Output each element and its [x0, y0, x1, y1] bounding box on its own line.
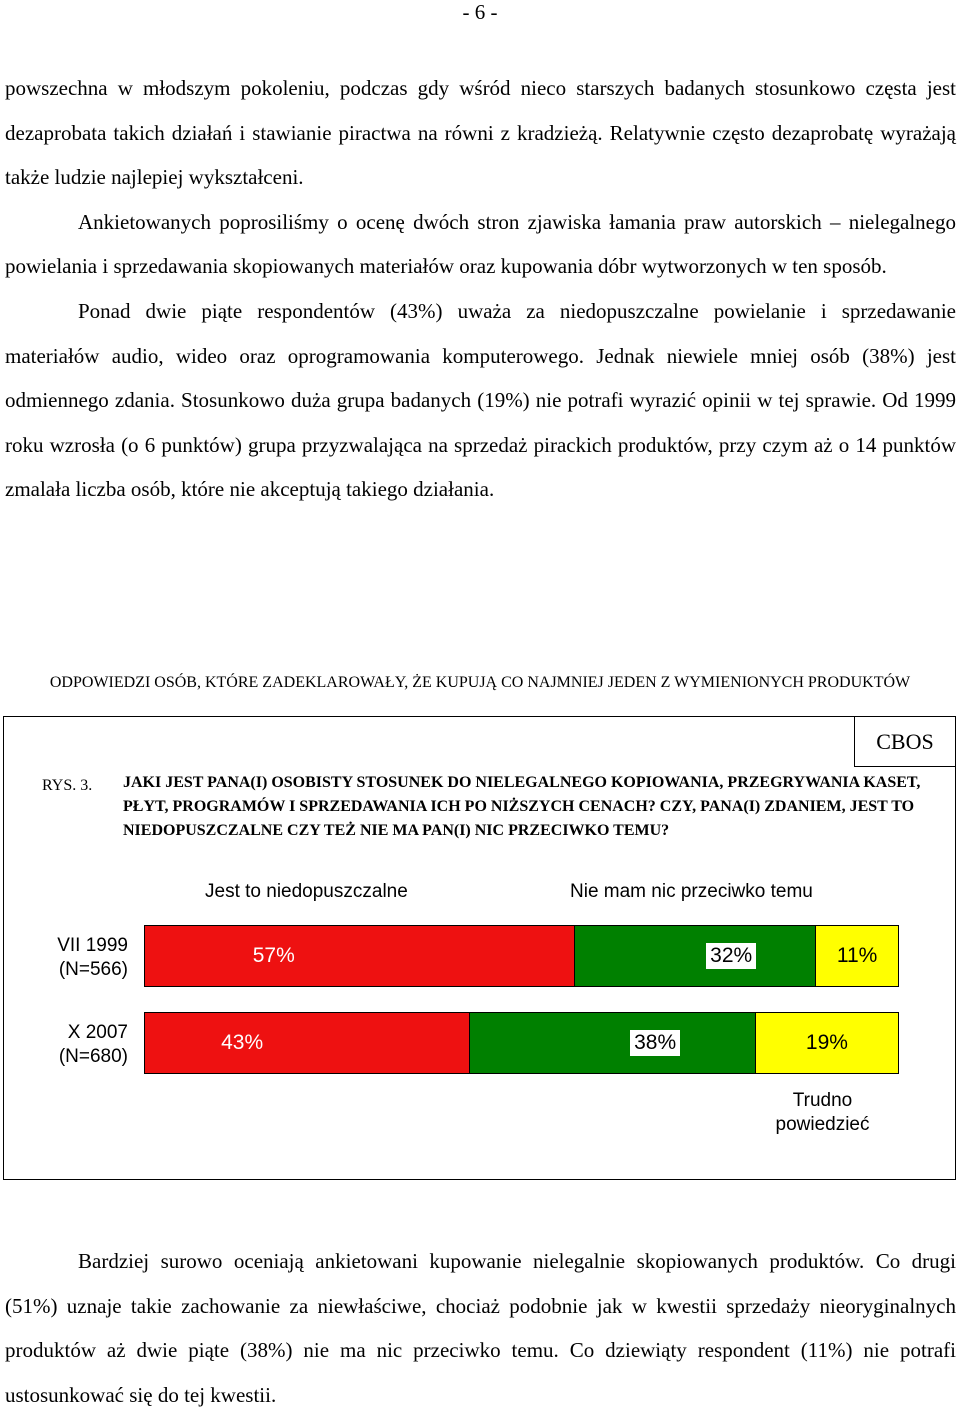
row-label-line: X 2007 — [67, 1022, 128, 1043]
data-label: 38% — [630, 1030, 680, 1056]
seg-hard-to-say — [755, 1013, 898, 1073]
data-label: 11% — [836, 944, 878, 967]
survey-question: JAKI JEST PANA(I) OSOBISTY STOSUNEK DO NIELEGALNEGO KOPIOWANIA, PRZEGRYWANIA KASET, PŁYT, PROGRAMÓW I SPRZEDAWANIA ICH PO NIŻSZYCH CENACH? CZY, PANA(I) ZDANIEM, JEST TO NIEDOPUSZCZALNE CZY TEŻ NIE MA PAN(I) NIC PRZECIWKO TEMU? — [123, 774, 921, 839]
seg-unacceptable — [145, 1013, 469, 1073]
legend-hard-to-say — [765, 1089, 880, 1137]
data-label: 57% — [252, 944, 295, 967]
data-label: 19% — [805, 1031, 848, 1054]
legend-no-objection: Nie mam nic przeciwko temu — [570, 881, 813, 902]
page-number: - 6 - — [462, 0, 498, 24]
source-logo-cbos: CBOS — [854, 716, 956, 767]
seg-hard-to-say — [815, 926, 898, 986]
row-label-2007 — [0, 1021, 128, 1069]
figure-heading: ODPOWIEDZI OSÓB, KTÓRE ZADEKLAROWAŁY, ŻE KUPUJĄ CO NAJMNIEJ JEDEN Z WYMIENIONYCH PRODUKTÓW — [49, 674, 911, 691]
row-label-line: VII 1999 — [57, 935, 128, 956]
data-label: 43% — [221, 1031, 264, 1054]
figure-label: RYS. 3. — [42, 777, 93, 794]
bar-2007 — [145, 1013, 898, 1073]
paragraph: Ponad dwie piąte respondentów (43%) uważa za niedopuszczalne powielanie i sprzedawanie materiałów audio, wideo oraz oprogramowania komputerowego. Jednak niewiele mniej osób (38%) jest odmiennego zdania. Stosunkowo duża grupa badanych (19%) nie potrafi wyrazić opinii w tej sprawie. Od 1999 roku wzrosła (o 6 punktów) grupa przyzwalająca na sprzedaż pirackich produktów, przy czym aż o 14 punktów zmalała liczba osób, które nie akceptują takiego działania. — [5, 298, 956, 502]
paragraph: Bardziej surowo oceniają ankietowani kupowanie nielegalnie skopiowanych produktów. Co drugi (51%) uznaje takie zachowanie za niewłaściwe, chociaż podobnie jak w kwestii sprzedaży nieoryginalnych produktów aż dwie piąte (38%) nie ma nic przeciwko temu. Co dziewiąty respondent (11%) nie potrafi ustosunkować się do tej kwestii. — [5, 1249, 956, 1407]
legend-line: powiedzieć — [775, 1114, 870, 1135]
seg-no-objection — [574, 926, 815, 986]
seg-no-objection — [469, 1013, 755, 1073]
row-label-line: (N=566) — [58, 959, 128, 980]
seg-unacceptable — [145, 926, 574, 986]
body-text-top — [5, 66, 956, 512]
legend-unacceptable: Jest to niedopuszczalne — [205, 881, 408, 902]
row-label-1999 — [0, 934, 128, 982]
paragraph: powszechna w młodszym pokoleniu, podczas gdy wśród nieco starszych badanych stosunkowo częsta jest dezaprobata takich działań i stawianie piractwa na równi z kradzieżą. Relatywnie często dezaprobatę wyrażają także ludzie najlepiej wykształceni. — [5, 76, 956, 190]
legend-line: Trudno — [792, 1090, 853, 1111]
bar-1999 — [145, 926, 898, 986]
data-label: 32% — [706, 943, 756, 969]
paragraph: Ankietowanych poprosiliśmy o ocenę dwóch stron zjawiska łamania praw autorskich – nielegalnego powielania i sprzedawania skopiowanych materiałów oraz kupowania dóbr wytworzonych w ten sposób. — [5, 209, 956, 279]
body-text-bottom — [5, 1239, 956, 1417]
row-label-line: (N=680) — [58, 1046, 128, 1067]
